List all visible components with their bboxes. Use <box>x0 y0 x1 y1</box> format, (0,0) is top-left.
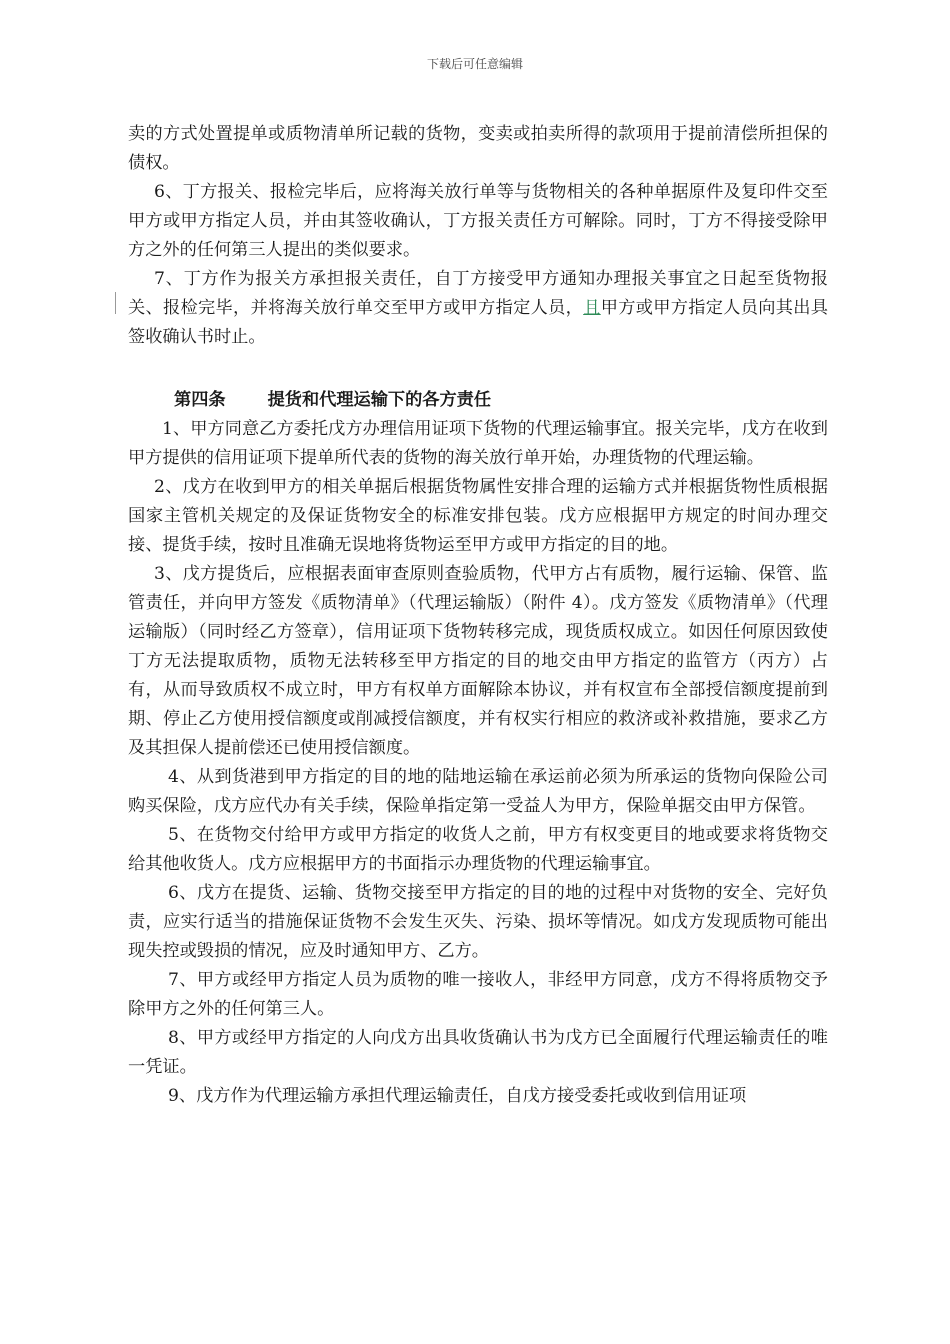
margin-change-mark <box>115 292 116 314</box>
list-item-4: 4、从到货港到甲方指定的目的地的陆地运输在承运前必须为所承运的货物向保险公司购买保险，戊方应代办有关手续，保险单指定第一受益人为甲方，保险单据交由甲方保管。 <box>128 767 828 816</box>
list-item-8: 8、甲方或经甲方指定的人向戊方出具收货确认书为戊方已全面履行代理运输责任的唯一凭证。 <box>128 1028 828 1077</box>
tracked-change-link[interactable]: 且 <box>583 298 601 318</box>
paragraph-item-6: 6、丁方报关、报检完毕后，应将海关放行单等与货物相关的各种单据原件及复印件交至甲方或甲方指定人员，并由其签收确认，丁方报关责任方可解除。同时，丁方不得接受除甲方之外的任何第三人提出的类似要求。 <box>128 182 828 260</box>
section-number: 第四条 <box>174 390 226 410</box>
list-item-7: 7、甲方或经甲方指定人员为质物的唯一接收人，非经甲方同意，戊方不得将质物交予除甲方之外的任何第三人。 <box>128 970 828 1019</box>
paragraph-item-7-text-a: 7、丁方作为报关方承担报关责任，自丁方接受甲方通知办理报关事宜之日起至货物报关、报检完毕，并将海关放行单交至甲方或甲方指定人员， <box>128 269 828 318</box>
paragraph-item-7 <box>128 265 828 352</box>
paragraph-continuation: 卖的方式处置提单或质物清单所记载的货物，变卖或拍卖所得的款项用于提前清偿所担保的债权。 <box>128 124 828 173</box>
list-item-6: 6、戊方在提货、运输、货物交接至甲方指定的目的地的过程中对货物的安全、完好负责，应实行适当的措施保证货物不会发生灭失、污染、损坏等情况。如戊方发现质物可能出现失控或毁损的情况，应及时通知甲方、乙方。 <box>128 883 828 961</box>
list-item-1: 1、甲方同意乙方委托戊方办理信用证项下货物的代理运输事宜。报关完毕，戊方在收到甲方提供的信用证项下提单所代表的货物的海关放行单开始，办理货物的代理运输。 <box>128 419 828 468</box>
list-item-5: 5、在货物交付给甲方或甲方指定的收货人之前，甲方有权变更目的地或要求将货物交给其他收货人。戊方应根据甲方的书面指示办理货物的代理运输事宜。 <box>128 825 828 874</box>
paragraph-item-7-text-b: 甲方或甲方指定人员向其出具签收确认书时止。 <box>128 298 828 347</box>
section-title: 提货和代理运输下的各方责任 <box>267 390 492 410</box>
document-body <box>128 120 828 1111</box>
list-item-9: 9、戊方作为代理运输方承担代理运输责任，自戊方接受委托或收到信用证项 <box>168 1086 747 1106</box>
list-item-2: 2、戊方在收到甲方的相关单据后根据货物属性安排合理的运输方式并根据货物性质根据国家主管机关规定的及保证货物安全的标准安排包装。戊方应根据甲方规定的时间办理交接、提货手续，按时且准确无误地将货物运至甲方或甲方指定的目的地。 <box>128 477 828 555</box>
section-heading <box>174 386 828 415</box>
page-header: 下载后可任意编辑 <box>426 57 523 71</box>
list-item-3: 3、戊方提货后，应根据表面审查原则查验质物，代甲方占有质物，履行运输、保管、监管责任，并向甲方签发《质物清单》（代理运输版）（附件 4）。戊方签发《质物清单》（代理运输版）（同时经乙方签章），信用证项下货物转移完成，现货质权成立。如因任何原因致使丁方无法提取质物，质物无法转移至甲方指定的目的地交由甲方指定的监管方（丙方）占有，从而导致质权不成立时，甲方有权单方面解除本协议，并有权宣布全部授信额度提前到期、停止乙方使用授信额度或削减授信额度，并有权实行相应的救济或补救措施，要求乙方及其担保人提前偿还已使用授信额度。 <box>128 564 828 758</box>
